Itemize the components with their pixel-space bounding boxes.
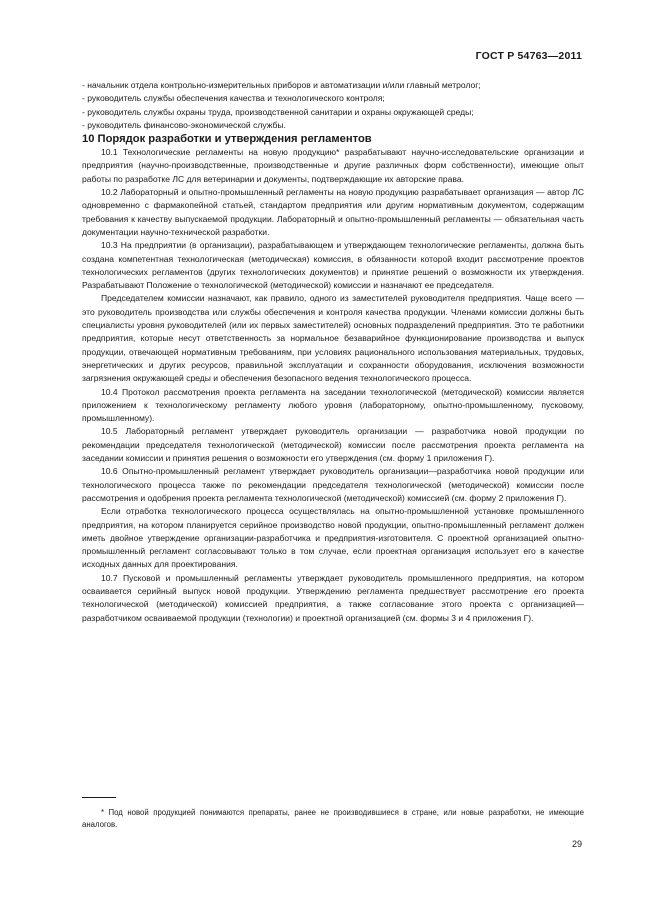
page-number: 29 [571, 839, 582, 849]
paragraph-10-2: 10.2 Лабораторный и опытно-промышленный регламенты на новую продукцию разрабатывает организация — автор ЛС одновременно с фармакопейной статьей, стандартом предприятия или другим нормативным документом, содержащим требования к качеству выпускаемой продукции. Лабораторный и опытно-промышленный регламенты — обязательная часть документации научно-технической разработки. [82, 187, 584, 237]
paragraph-10-4: 10.4 Протокол рассмотрения проекта регламента на заседании технологической (методической) комиссии является приложением к технологическому регламенту любого уровня (лабораторному, опытно-промышленному, пусковому, промышленному). [82, 386, 584, 424]
section-heading: 10 Порядок разработки и утверждения регламентов [82, 133, 372, 146]
list-item: - руководитель службы охраны труда, производственной санитарии и охраны окружающей среды; [82, 106, 474, 117]
page-body [82, 79, 584, 625]
footnote: * Под новой продукцией понимаются препараты, ранее не производившиеся в стране, или новые разработки, не имеющие аналогов. [82, 807, 584, 830]
paragraph-10-1: 10.1 Технологические регламенты на новую продукцию* разрабатывают научно-исследовательские организации и предприятия (научно-производственные, производственные и другие различных форм собственности), имеющие опыт работы по разработке ЛС для ветеринарии и документы, подтверждающие их авторские права. [82, 147, 584, 184]
footnote-divider [82, 797, 116, 798]
list-item: - руководитель финансово-экономической службы. [82, 119, 286, 130]
paragraph-10-3: 10.3 На предприятии (в организации), разрабатывающем и утверждающем технологические регламенты, должна быть создана компетентная технологическая (методическая) комиссия, в обязанности которой входит рассмотрение проектов технологических регламентов (других технологических документов) и принятие решений о возможности их утверждения. Разрабатывают Положение о технологической (методической) комиссии и назначают ее председателя. [82, 240, 584, 291]
paragraph-10-5: 10.5 Лабораторный регламент утверждает руководитель организации — разработчика новой продукции по рекомендации председателя технологической (методической) комиссии после рассмотрения проекта регламента на заседании комиссии и принятия решения о возможности его утверждения (см. форму 1 приложения Г). [82, 426, 584, 464]
document-code: ГОСТ Р 54763—2011 [475, 50, 582, 62]
paragraph-pilot-plant: Если отработка технологического процесса осуществлялась на опытно-промышленной установке промышленного предприятия, на котором планируется серийное производство новой продукции, опытно-промышленный регламент должен иметь двойное утверждение организации-разработчика и предприятия-изготовителя. С проектной организацией опытно-промышленный регламент согласовывают только в том случае, если проектная организация использует его в качестве исходных данных для проектирования. [82, 506, 584, 570]
paragraph-10-6: 10.6 Опытно-промышленный регламент утверждает руководитель организации—разработчика новой продукции или технологического процесса также по рекомендации председателя технологической (методической) комиссии после рассмотрения и одобрения проекта регламента технологической (методической) комиссией (см. форму 2 приложения Г). [82, 466, 584, 503]
paragraph-commission-chair: Председателем комиссии назначают, как правило, одного из заместителей руководителя предприятия. Чаще всего — это руководитель производства или службы обеспечения и контроля качества продукции. Членами комиссии должны быть специалисты уровня руководителей (или их первых заместителей) основных подразделений предприятия. Это те работники предприятия, которые несут ответственность за нормальное безаварийное функционирование производства и выпуск продукции, отвечающей нормативным требованиям, при условиях рационального использования материальных, трудовых, энергетических и других ресурсов, правильной эксплуатации и сохранности оборудования, исключения возможности загрязнения окружающей среды и обеспечения безопасного ведения технологического процесса. [82, 293, 584, 384]
paragraph-10-7: 10.7 Пусковой и промышленный регламенты утверждает руководитель промышленного предприятия, на котором осваивается серийный выпуск новой продукции. Утверждению регламента предшествует рассмотрение его проекта технологической (методической) комиссией предприятия, а также согласование этого проекта с организацией—разработчиком осваиваемой продукции (технологии) и проектной организацией (см. формы 3 и 4 приложения Г). [82, 572, 584, 623]
list-item: - руководитель службы обеспечения качества и технологического контроля; [82, 93, 385, 104]
list-item: - начальник отдела контрольно-измерительных приборов и автоматизации и/или главный метролог; [82, 80, 481, 90]
